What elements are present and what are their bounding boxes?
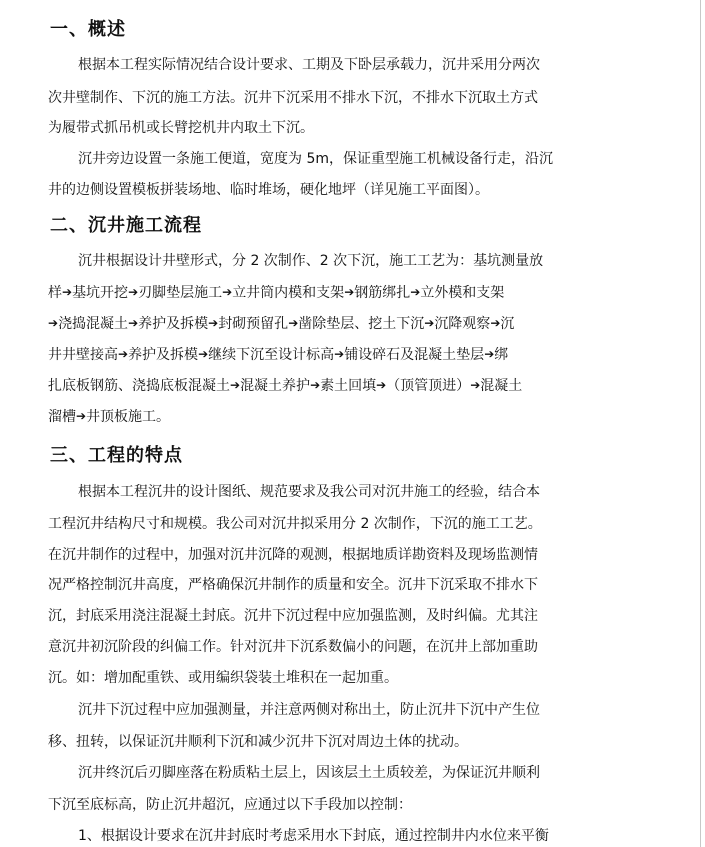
paragraph-line: 沉，封底采用浇注混凝土封底。沉井下沉过程中应加强监测，及时纠偏。尤其注: [48, 608, 538, 624]
arrow-right-icon: ➔: [490, 316, 501, 330]
paragraph-line: 意沉井初沉阶段的纠偏工作。针对沉井下沉系数偏小的问题，在沉井上部加重助: [48, 639, 538, 655]
flow-step: 绑: [494, 347, 509, 363]
flow-step: 浇捣混凝土: [58, 316, 129, 332]
arrow-right-icon: ➔: [410, 285, 421, 299]
flow-line: [48, 376, 522, 396]
flow-step: 扎底板钢筋、浇捣底板混凝土: [48, 378, 230, 394]
paragraph-line: 沉井下沉过程中应加强测量，并注意两侧对称出土，防止沉井下沉中产生位: [78, 702, 540, 718]
flow-line: [48, 407, 170, 427]
section-heading-overview: 一、概述: [50, 19, 126, 40]
flow-step: 混凝土: [480, 378, 523, 394]
section-heading-features: 三、工程的特点: [50, 445, 183, 466]
arrow-right-icon: ➔: [222, 285, 233, 299]
flow-step: 混凝土养护: [240, 378, 311, 394]
arrow-right-icon: ➔: [198, 347, 209, 361]
paragraph-line: 根据本工程沉井的设计图纸、规范要求及我公司对沉井施工的经验，结合本: [78, 484, 540, 500]
flow-step: 溜槽: [48, 409, 76, 425]
arrow-right-icon: ➔: [128, 316, 139, 330]
paragraph-line: 沉井旁边设置一条施工便道，宽度为 5m，保证重型施工机械设备行走，沿沉: [78, 151, 553, 167]
flow-step: 立井筒内模和支架: [232, 285, 345, 301]
arrow-right-icon: ➔: [376, 378, 387, 392]
flow-step: 继续下沉至设计标高: [208, 347, 335, 363]
flow-step: 铺设碎石及混凝土垫层: [344, 347, 485, 363]
paragraph-line: 次井壁制作、下沉的施工方法。沉井下沉采用不排水下沉，不排水下沉取土方式: [48, 90, 538, 106]
flow-step: 基坑开挖: [72, 285, 129, 301]
paragraph-line: 下沉至底标高，防止沉井超沉，应通过以下手段加以控制：: [48, 797, 412, 813]
paragraph-line: 根据本工程实际情况结合设计要求、工期及下卧层承载力，沉井采用分两次: [78, 57, 540, 73]
paragraph-line: 沉井根据设计井壁形式，分 2 次制作、2 次下沉，施工工艺为：基坑测量放: [78, 253, 544, 269]
flow-step: 凿除垫层、挖土下沉: [298, 316, 425, 332]
flow-step: 样: [48, 285, 62, 301]
flow-step: 立外模和支架: [420, 285, 505, 301]
flow-line: [48, 345, 508, 365]
paragraph-line: 井的边侧设置模板拼装场地、临时堆场，硬化地坪（详见施工平面图）。: [48, 182, 489, 198]
arrow-right-icon: ➔: [344, 285, 355, 299]
paragraph-line: 1、根据设计要求在沉井封底时考虑采用水下封底，通过控制井内水位来平衡: [78, 828, 549, 844]
arrow-right-icon: ➔: [288, 316, 299, 330]
arrow-right-icon: ➔: [208, 316, 219, 330]
flow-step: （顶管顶进）: [386, 378, 471, 394]
arrow-right-icon: ➔: [334, 347, 345, 361]
flow-step: 井井壁接高: [48, 347, 118, 363]
flow-step: 养护及拆模: [138, 316, 209, 332]
page-edge-divider: [700, 0, 701, 847]
arrow-right-icon: ➔: [48, 316, 59, 330]
flow-step: 钢筋绑扎: [354, 285, 411, 301]
flow-step: 沉: [500, 316, 515, 332]
arrow-right-icon: ➔: [62, 285, 73, 299]
arrow-right-icon: ➔: [470, 378, 481, 392]
flow-step: 刃脚垫层施工: [138, 285, 223, 301]
paragraph-line: 移、扭转，以保证沉井顺利下沉和减少沉井下沉对周边土体的扰动。: [48, 734, 468, 750]
flow-line: [48, 314, 514, 334]
paragraph-line: 沉井终沉后刃脚座落在粉质粘土层上，因该层土土质较差，为保证沉井顺利: [78, 765, 540, 781]
paragraph-line: 工程沉井结构尺寸和规模。我公司对沉井拟采用分 2 次制作，下沉的施工工艺。: [48, 516, 542, 532]
arrow-right-icon: ➔: [484, 347, 495, 361]
flow-step: 养护及拆模: [128, 347, 199, 363]
flow-step: 素土回填: [320, 378, 377, 394]
arrow-right-icon: ➔: [230, 378, 241, 392]
paragraph-line: 在沉井制作的过程中，加强对沉井沉降的观测，根据地质详勘资料及现场监测情: [48, 547, 538, 563]
paragraph-line: 沉。如：增加配重铁、或用编织袋装土堆积在一起加重。: [48, 670, 398, 686]
flow-step: 沉降观察: [434, 316, 491, 332]
arrow-right-icon: ➔: [76, 409, 87, 423]
arrow-right-icon: ➔: [310, 378, 321, 392]
paragraph-line: 况严格控制沉井高度，严格确保沉井制作的质量和安全。沉井下沉采取不排水下: [48, 577, 538, 593]
paragraph-line: 为履带式抓吊机或长臂挖机井内取土下沉。: [48, 120, 314, 136]
section-heading-process: 二、沉井施工流程: [50, 215, 202, 236]
arrow-right-icon: ➔: [118, 347, 129, 361]
arrow-right-icon: ➔: [424, 316, 435, 330]
flow-step: 封砌预留孔: [218, 316, 289, 332]
arrow-right-icon: ➔: [128, 285, 139, 299]
flow-step: 井顶板施工。: [86, 409, 171, 425]
flow-line: [48, 283, 504, 303]
